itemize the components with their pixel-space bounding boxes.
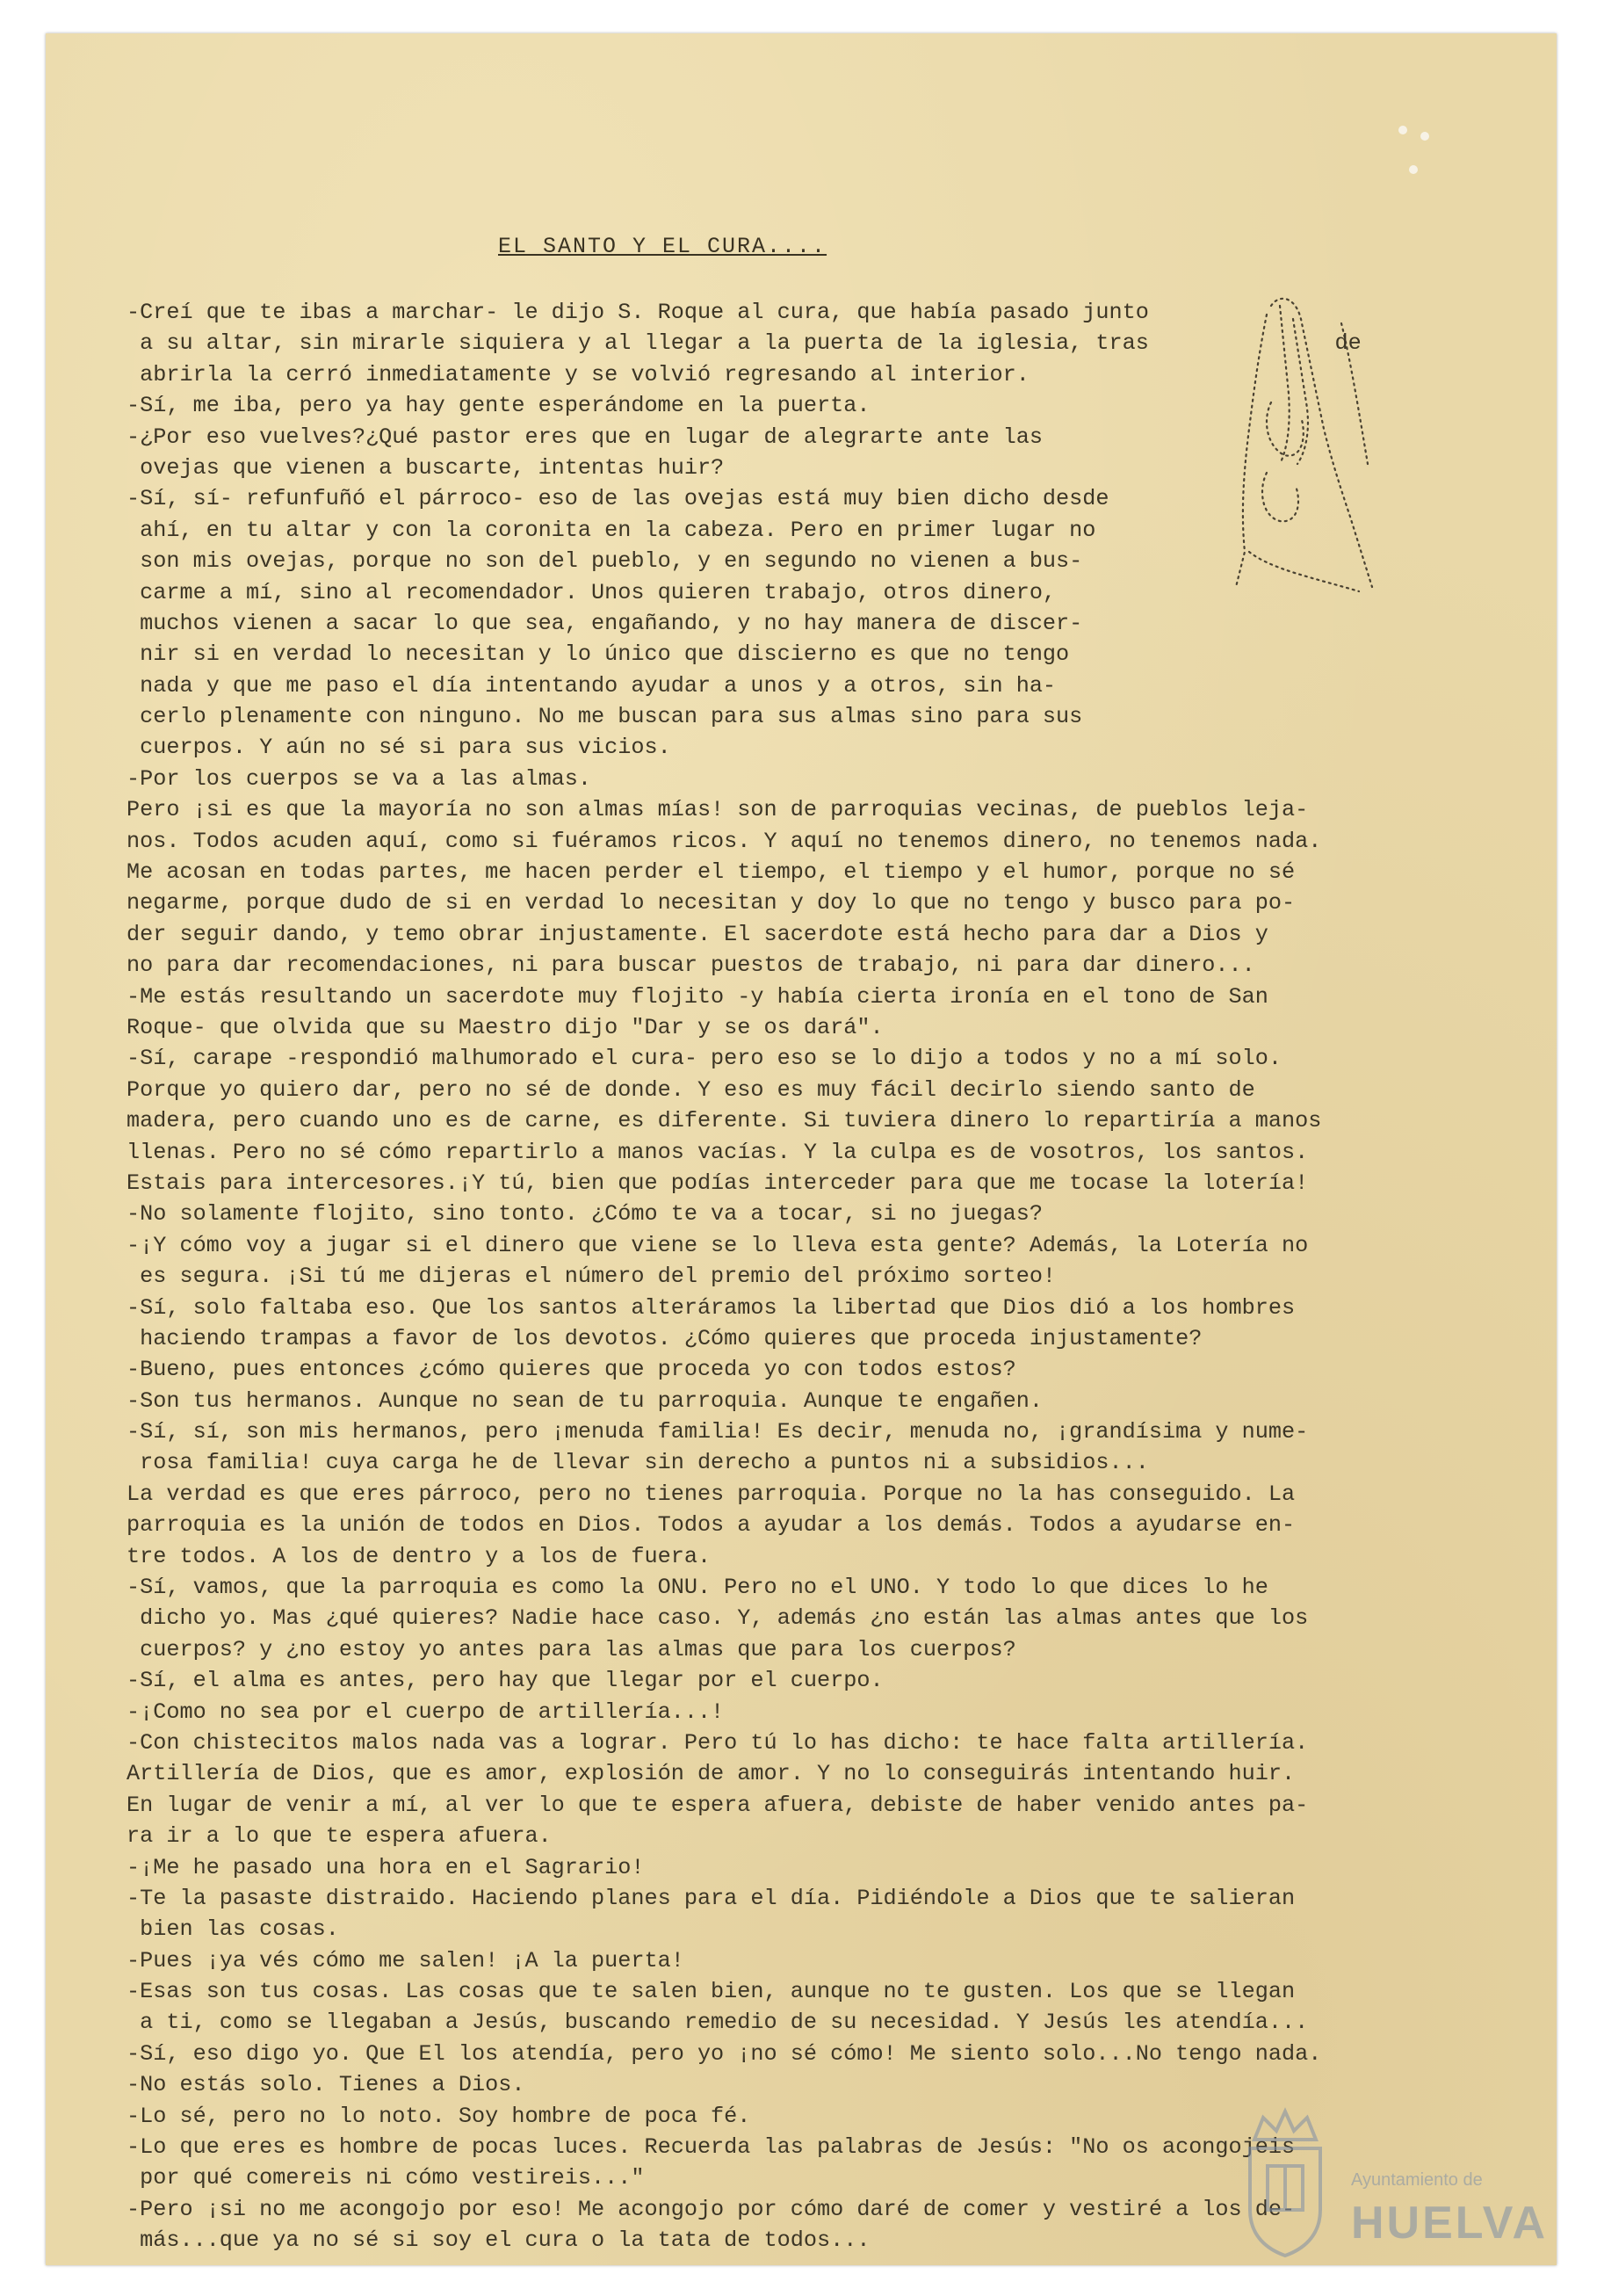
text-line: -¡Me he pasado una hora en el Sagrario! bbox=[126, 1854, 645, 1880]
text-line: madera, pero cuando uno es de carne, es diferente. Si tuviera dinero lo repartiría a manos bbox=[126, 1108, 1322, 1134]
text-line: -Lo sé, pero no lo noto. Soy hombre de poca fé. bbox=[126, 2103, 751, 2129]
text-line: -¡Y cómo voy a jugar si el dinero que viene se lo lleva esta gente? Además, la Lotería no bbox=[126, 1232, 1309, 1258]
text-line: cuerpos. Y aún no sé si para sus vicios. bbox=[126, 735, 671, 761]
document-body bbox=[126, 297, 1514, 2256]
text-line: ovejas que vienen a buscarte, intentas huir? bbox=[126, 454, 725, 481]
text-line: -Sí, sí, son mis hermanos, pero ¡menuda familia! Es decir, menuda no, ¡grandísima y nume- bbox=[126, 1419, 1309, 1445]
text-line: -Sí, el alma es antes, pero hay que llegar por el cuerpo. bbox=[126, 1668, 884, 1694]
punch-hole bbox=[1420, 132, 1429, 141]
text-line: haciendo trampas a favor de los devotos. ¿Cómo quieres que proceda injustamente? bbox=[126, 1325, 1203, 1351]
text-line: -Pues ¡ya vés cómo me salen! ¡A la puerta! bbox=[126, 1947, 684, 1974]
watermark-seal bbox=[1237, 2100, 1549, 2267]
text-line: tre todos. A los de dentro y a los de fuera. bbox=[126, 1543, 712, 1569]
text-line: -Pero ¡si no me acongojo por eso! Me acongojo por cómo daré de comer y vestiré a los de- bbox=[126, 2196, 1296, 2222]
text-line: Roque- que olvida que su Maestro dijo "Dar y se os dará". bbox=[126, 1014, 884, 1040]
text-line: -Me estás resultando un sacerdote muy flojito -y había cierta ironía en el tono de San bbox=[126, 983, 1268, 1010]
text-line: a su altar, sin mirarle siquiera y al llegar a la puerta de la iglesia, tras de bbox=[126, 330, 1362, 357]
text-line: der seguir dando, y temo obrar injustamente. El sacerdote está hecho para dar a Dios y bbox=[126, 921, 1268, 947]
text-line: carme a mí, sino al recomendador. Unos quieren trabajo, otros dinero, bbox=[126, 579, 1057, 605]
text-line: llenas. Pero no sé cómo repartirlo a manos vacías. Y la culpa es de vosotros, los santos. bbox=[126, 1139, 1309, 1165]
text-line: por qué comereis ni cómo vestireis..." bbox=[126, 2165, 645, 2191]
text-line: bien las cosas. bbox=[126, 1916, 339, 1943]
text-line: cerlo plenamente con ninguno. No me buscan para sus almas sino para sus bbox=[126, 704, 1083, 730]
text-line: -Sí, me iba, pero ya hay gente esperándome en la puerta. bbox=[126, 393, 871, 419]
text-line: negarme, porque dudo de si en verdad lo necesitan y doy lo que no tengo y busco para po- bbox=[126, 890, 1296, 916]
punch-hole bbox=[1398, 126, 1407, 134]
text-line: nir si en verdad lo necesitan y lo único que discierno es que no tengo bbox=[126, 641, 1070, 668]
text-line: En lugar de venir a mí, al ver lo que te espera afuera, debiste de haber venido antes pa- bbox=[126, 1792, 1309, 1818]
text-line: nada y que me paso el día intentando ayudar a unos y a otros, sin ha- bbox=[126, 672, 1057, 699]
text-line: -Son tus hermanos. Aunque no sean de tu parroquia. Aunque te engañen. bbox=[126, 1387, 1043, 1414]
text-line: -No solamente flojito, sino tonto. ¿Cómo te va a tocar, si no juegas? bbox=[126, 1201, 1043, 1228]
text-line: -¿Por eso vuelves?¿Qué pastor eres que en lugar de alegrarte ante las bbox=[126, 424, 1043, 450]
coat-of-arms-icon bbox=[1237, 2104, 1333, 2263]
punch-hole bbox=[1409, 165, 1418, 174]
text-line: -Sí, eso digo yo. Que El los atendía, pero yo ¡no sé cómo! Me siento solo...No tengo nada. bbox=[126, 2040, 1322, 2067]
text-line: -Te la pasaste distraido. Haciendo planes para el día. Pidiéndole a Dios que te salieran bbox=[126, 1885, 1296, 1911]
document-page bbox=[46, 33, 1557, 2265]
text-line: son mis ovejas, porque no son del pueblo, y en segundo no vienen a bus- bbox=[126, 548, 1083, 575]
text-line: -Bueno, pues entonces ¿cómo quieres que proceda yo con todos estos? bbox=[126, 1357, 1016, 1383]
text-line: Me acosan en todas partes, me hacen perder el tiempo, el tiempo y el humor, porque no sé bbox=[126, 859, 1296, 886]
text-line: -Con chistecitos malos nada vas a lograr. Pero tú lo has dicho: te hace falta artillería. bbox=[126, 1729, 1309, 1756]
text-line: Estais para intercesores.¡Y tú, bien que podías interceder para que me tocase la lotería! bbox=[126, 1170, 1309, 1196]
text-line: -No estás solo. Tienes a Dios. bbox=[126, 2072, 525, 2098]
text-line: -Sí, sí- refunfuñó el párroco- eso de las ovejas está muy bien dicho desde bbox=[126, 486, 1109, 512]
text-line: abrirla la cerró inmediatamente y se volvió regresando al interior. bbox=[126, 361, 1030, 387]
document-title: EL SANTO Y EL CURA.... bbox=[498, 234, 827, 259]
text-line: -Esas son tus cosas. Las cosas que te salen bien, aunque no te gusten. Los que se llegan bbox=[126, 1979, 1296, 2005]
text-line: ahí, en tu altar y con la coronita en la cabeza. Pero en primer lugar no bbox=[126, 517, 1096, 543]
text-line: no para dar recomendaciones, ni para buscar puestos de trabajo, ni para dar dinero... bbox=[126, 952, 1255, 979]
text-line: nos. Todos acuden aquí, como si fuéramos ricos. Y aquí no tenemos dinero, no tenemos nada. bbox=[126, 828, 1322, 854]
text-line: -Lo que eres es hombre de pocas luces. Recuerda las palabras de Jesús: "No os acongojeis bbox=[126, 2134, 1296, 2161]
text-line: cuerpos? y ¿no estoy yo antes para las almas que para los cuerpos? bbox=[126, 1636, 1016, 1662]
text-line: La verdad es que eres párroco, pero no tienes parroquia. Porque no la has conseguido. La bbox=[126, 1481, 1296, 1507]
seal-label: Ayuntamiento de bbox=[1351, 2170, 1483, 2190]
text-line: dicho yo. Mas ¿qué quieres? Nadie hace caso. Y, además ¿no están las almas antes que los bbox=[126, 1605, 1309, 1632]
text-line: a ti, como se llegaban a Jesús, buscando remedio de su necesidad. Y Jesús les atendía... bbox=[126, 2010, 1309, 2036]
text-line: -Por los cuerpos se va a las almas. bbox=[126, 765, 592, 792]
text-line: -Creí que te ibas a marchar- le dijo S. Roque al cura, que había pasado junto bbox=[126, 300, 1149, 325]
text-line: Pero ¡si es que la mayoría no son almas mías! son de parroquias vecinas, de pueblos leja- bbox=[126, 797, 1309, 823]
text-line: -Sí, solo faltaba eso. Que los santos alteráramos la libertad que Dios dió a los hombres bbox=[126, 1294, 1296, 1321]
text-line: -¡Como no sea por el cuerpo de artillería...! bbox=[126, 1698, 725, 1725]
text-line: ra ir a lo que te espera afuera. bbox=[126, 1823, 552, 1850]
text-line: es segura. ¡Si tú me dijeras el número del premio del próximo sorteo! bbox=[126, 1264, 1057, 1290]
text-line: -Sí, carape -respondió malhumorado el cura- pero eso se lo dijo a todos y no a mí solo. bbox=[126, 1046, 1282, 1072]
text-line: Artillería de Dios, que es amor, explosión de amor. Y no lo conseguirás intentando huir. bbox=[126, 1761, 1296, 1787]
text-line: más...que ya no sé si soy el cura o la tata de todos... bbox=[126, 2227, 871, 2254]
seal-city: HUELVA bbox=[1351, 2198, 1549, 2249]
text-line: rosa familia! cuya carga he de llevar sin derecho a puntos ni a subsidios... bbox=[126, 1450, 1149, 1476]
text-line: muchos vienen a sacar lo que sea, engañando, y no hay manera de discer- bbox=[126, 610, 1083, 636]
text-line: -Sí, vamos, que la parroquia es como la ONU. Pero no el UNO. Y todo lo que dices lo he bbox=[126, 1575, 1268, 1601]
text-line: parroquia es la unión de todos en Dios. Todos a ayudar a los demás. Todos a ayudarse en- bbox=[126, 1512, 1296, 1539]
text-line: Porque yo quiero dar, pero no sé de donde. Y eso es muy fácil decirlo siendo santo de bbox=[126, 1076, 1255, 1103]
